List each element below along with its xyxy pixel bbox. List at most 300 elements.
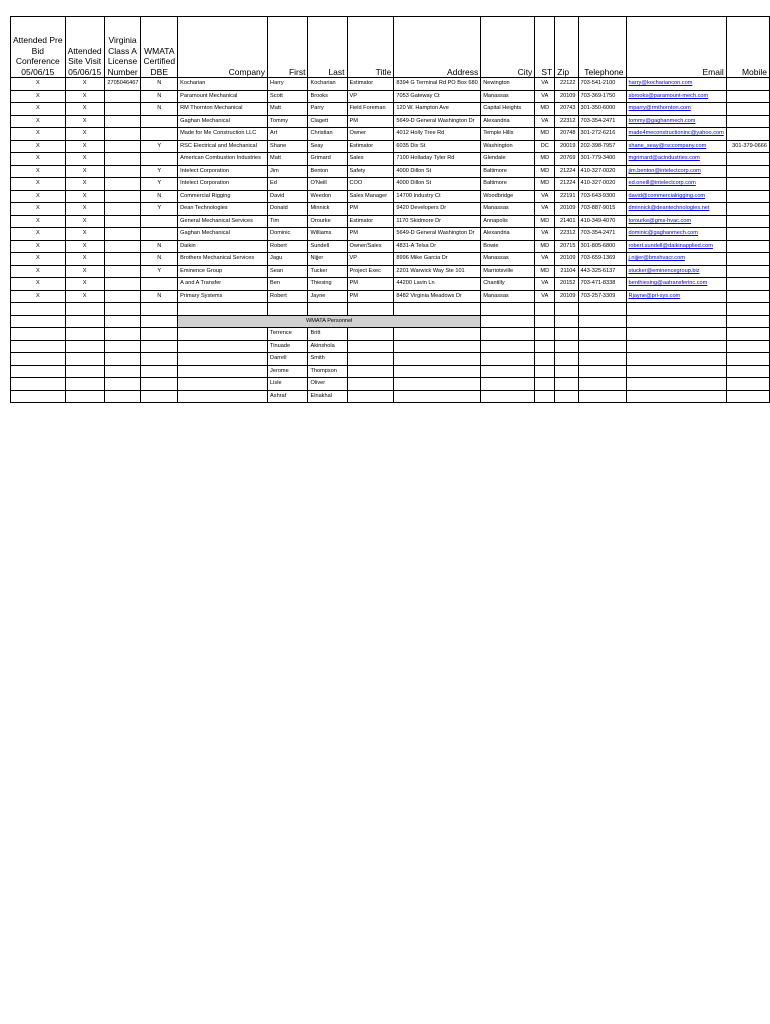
cell-st: VA [535,90,555,103]
empty-cell [726,303,769,316]
cell-title: Owner/Sales [347,240,394,253]
cell-site-visit: X [65,203,104,216]
cell-first: Art [268,128,308,141]
cell-first: Ben [268,278,308,291]
cell-personnel-first: Lisle [268,378,308,391]
cell-title: PM [347,115,394,128]
cell-mobile: 301-379-0666 [726,140,769,153]
header-title: Title [347,17,394,78]
cell-prebid: X [11,178,66,191]
cell-license [104,253,141,266]
cell-dbe: Y [141,140,178,153]
empty-cell [535,328,555,341]
cell-first: Dominic [268,228,308,241]
cell-prebid: X [11,115,66,128]
cell-prebid: X [11,78,66,91]
cell-site-visit: X [65,103,104,116]
cell-dbe: Y [141,203,178,216]
cell-site-visit: X [65,140,104,153]
cell-prebid: X [11,140,66,153]
cell-site-visit: X [65,215,104,228]
empty-cell [726,365,769,378]
cell-license [104,240,141,253]
empty-cell [11,353,66,366]
cell-prebid: X [11,278,66,291]
section-label-wmata-personnel: WMATA Personnel [178,315,481,328]
empty-cell [104,303,141,316]
cell-email[interactable]: made4meconstructioninc@yahoo.com [626,128,726,141]
cell-telephone: 301-350-6000 [578,103,626,116]
table-row [11,190,770,203]
empty-cell [555,353,578,366]
cell-first: Sean [268,265,308,278]
cell-email[interactable]: stucker@eminencegroup.biz [626,265,726,278]
cell-email[interactable]: mgrimard@acindustries.com [626,153,726,166]
cell-title: Sales Manager [347,190,394,203]
cell-company: A and A Transfer [178,278,268,291]
personnel-row [11,365,770,378]
cell-site-visit: X [65,165,104,178]
cell-prebid: X [11,253,66,266]
cell-company: Intelect Corporation [178,165,268,178]
cell-st: VA [535,115,555,128]
header-address: Address [394,17,481,78]
cell-first: Tim [268,215,308,228]
empty-cell [65,303,104,316]
empty-cell [481,365,535,378]
cell-site-visit: X [65,265,104,278]
cell-mobile [726,228,769,241]
empty-cell [578,353,626,366]
cell-dbe: N [141,240,178,253]
personnel-row [11,328,770,341]
cell-email[interactable]: dominic@gaghanmech.com [626,228,726,241]
cell-personnel-last: Oliver [308,378,347,391]
cell-email[interactable]: robert.sundell@daikinapplied.com [626,240,726,253]
table-row [11,115,770,128]
cell-company: Made for Me Construction LLC [178,128,268,141]
cell-last: Thiesing [308,278,347,291]
cell-title: Field Foreman [347,103,394,116]
cell-company: Primary Systems [178,290,268,303]
cell-site-visit: X [65,115,104,128]
cell-personnel-last: Akinshola [308,340,347,353]
empty-cell [394,340,481,353]
cell-address: 8996 Mike Garcia Dr [394,253,481,266]
cell-license [104,128,141,141]
empty-cell [394,378,481,391]
empty-cell [178,390,268,403]
empty-cell [104,340,141,353]
cell-title: Project Exec [347,265,394,278]
empty-cell [141,328,178,341]
cell-license [104,90,141,103]
cell-last: Nijjer [308,253,347,266]
cell-title: Estimator [347,140,394,153]
cell-dbe: N [141,103,178,116]
cell-telephone: 703-659-1369 [578,253,626,266]
cell-mobile [726,265,769,278]
cell-company: RSC Electrical and Mechanical [178,140,268,153]
cell-zip: 20109 [555,203,578,216]
empty-cell [555,328,578,341]
empty-cell [394,365,481,378]
cell-telephone: 703-643-9300 [578,190,626,203]
empty-cell [347,365,394,378]
cell-personnel-last: Britt [308,328,347,341]
cell-company: General Mechanical Services [178,215,268,228]
cell-mobile [726,115,769,128]
cell-company: Brothers Mechanical Services [178,253,268,266]
empty-cell [65,328,104,341]
personnel-row [11,390,770,403]
cell-prebid: X [11,153,66,166]
cell-mobile [726,90,769,103]
cell-mobile [726,240,769,253]
cell-address: 44200 Lavin Ln [394,278,481,291]
cell-telephone: 703-369-1750 [578,90,626,103]
cell-dbe [141,278,178,291]
cell-address: 6035 Dix St [394,140,481,153]
cell-zip: 20109 [555,90,578,103]
cell-st: VA [535,278,555,291]
cell-title: Owner [347,128,394,141]
cell-zip: 21224 [555,178,578,191]
empty-cell [535,390,555,403]
cell-site-visit: X [65,228,104,241]
header-dbe: WMATA Certified DBE [141,17,178,78]
cell-st: MD [535,178,555,191]
cell-prebid: X [11,290,66,303]
cell-city: Alexandria [481,228,535,241]
cell-prebid: X [11,265,66,278]
cell-license: 2705046467 [104,78,141,91]
empty-cell [104,353,141,366]
cell-address: 5649-D General Washington Dr [394,228,481,241]
cell-email[interactable]: j.nijjer@bmshvacr.com [626,253,726,266]
table-row [11,128,770,141]
cell-email[interactable]: benthiesing@aatransferinc.com [626,278,726,291]
header-city: City [481,17,535,78]
personnel-row [11,340,770,353]
cell-dbe: N [141,90,178,103]
cell-license [104,178,141,191]
cell-st: VA [535,203,555,216]
cell-city: Chantilly [481,278,535,291]
empty-cell [141,365,178,378]
cell-zip: 21104 [555,265,578,278]
cell-dbe: N [141,290,178,303]
cell-first: Harry [268,78,308,91]
cell-city: Marriotsville [481,265,535,278]
cell-license [104,140,141,153]
cell-email[interactable]: shane_seay@rsccompany.com [626,140,726,153]
cell-last: Clagett [308,115,347,128]
cell-company: Commercial Rigging [178,190,268,203]
cell-last: Minnick [308,203,347,216]
table-row [11,203,770,216]
cell-telephone: 202-398-7957 [578,140,626,153]
cell-last: Benton [308,165,347,178]
cell-address: 7100 Holladay Tyler Rd [394,153,481,166]
empty-cell [11,365,66,378]
cell-city: Glendale [481,153,535,166]
cell-dbe [141,115,178,128]
empty-cell [481,328,535,341]
cell-address: 2201 Warwick Way Ste 101 [394,265,481,278]
empty-cell [394,328,481,341]
empty-cell [104,390,141,403]
cell-city: Bowie [481,240,535,253]
cell-license [104,115,141,128]
cell-site-visit: X [65,128,104,141]
cell-company: Dean Technologies [178,203,268,216]
empty-cell [141,340,178,353]
cell-telephone: 703-354-2471 [578,228,626,241]
cell-site-visit: X [65,278,104,291]
table-row [11,278,770,291]
header-prebid: Attended Pre Bid Conference 05/06/15 [11,17,66,78]
empty-cell [481,378,535,391]
cell-personnel-first: Jerome [268,365,308,378]
cell-zip: 22122 [555,78,578,91]
empty-cell [65,315,104,328]
header-mobile: Mobile [726,17,769,78]
table-row [11,290,770,303]
table-row [11,78,770,91]
cell-telephone: 301-779-3400 [578,153,626,166]
cell-first: Jagu [268,253,308,266]
cell-email[interactable]: mparry@rmthornton.com [626,103,726,116]
cell-prebid: X [11,215,66,228]
header-site-visit: Attended Site Visit 05/06/15 [65,17,104,78]
empty-cell [626,328,726,341]
cell-title: PM [347,278,394,291]
cell-title: PM [347,228,394,241]
empty-cell [347,328,394,341]
empty-cell [626,315,726,328]
cell-email[interactable]: tommy@gaghanmech.com [626,115,726,128]
empty-cell [65,365,104,378]
cell-first: Robert [268,290,308,303]
cell-dbe: Y [141,178,178,191]
empty-cell [626,378,726,391]
cell-company: RM Thornton Mechanical [178,103,268,116]
empty-cell [178,303,268,316]
empty-cell [347,378,394,391]
empty-cell [535,303,555,316]
cell-telephone: 410-349-4070 [578,215,626,228]
cell-city: Annapolis [481,215,535,228]
empty-cell [11,303,66,316]
cell-email[interactable]: sbrooks@paramount-mech.com [626,90,726,103]
cell-prebid: X [11,203,66,216]
header-last: Last [308,17,347,78]
cell-address: 8394 G Terminal Rd PO Box 680 [394,78,481,91]
cell-city: Manassas [481,203,535,216]
cell-last: Weedon [308,190,347,203]
cell-st: VA [535,228,555,241]
cell-st: VA [535,190,555,203]
cell-site-visit: X [65,178,104,191]
table-row [11,178,770,191]
cell-address: 5649-D General Washington Dr [394,115,481,128]
cell-city: Newington [481,78,535,91]
cell-site-visit: X [65,78,104,91]
cell-email[interactable]: dminnick@deantechnologies.net [626,203,726,216]
cell-email[interactable]: torourke@gms-hvac.com [626,215,726,228]
cell-st: DC [535,140,555,153]
cell-title: COO [347,178,394,191]
cell-mobile [726,203,769,216]
empty-cell [535,365,555,378]
cell-mobile [726,178,769,191]
cell-address: 4831-A Telsa Dr [394,240,481,253]
header-first: First [268,17,308,78]
empty-cell [178,378,268,391]
cell-mobile [726,290,769,303]
empty-cell [394,353,481,366]
attendance-table [10,16,770,403]
cell-title: Estimator [347,215,394,228]
cell-title: Sales [347,153,394,166]
empty-cell [268,303,308,316]
header-company: Company [178,17,268,78]
empty-cell [104,378,141,391]
empty-cell [141,303,178,316]
cell-email[interactable]: ed.oneill@intelectcorp.com [626,178,726,191]
cell-last: Brooks [308,90,347,103]
table-row [11,153,770,166]
cell-city: Manassas [481,253,535,266]
cell-zip: 20748 [555,128,578,141]
cell-address: 4012 Holly Tree Rd [394,128,481,141]
cell-company: Paramount Mechanical [178,90,268,103]
cell-email[interactable]: Rjayne@pri-sys.com [626,290,726,303]
cell-email[interactable]: david@commercialrigging.com [626,190,726,203]
cell-license [104,215,141,228]
empty-cell [626,340,726,353]
cell-title: PM [347,203,394,216]
cell-prebid: X [11,103,66,116]
empty-cell [65,390,104,403]
empty-cell [555,303,578,316]
personnel-row [11,378,770,391]
empty-cell [347,353,394,366]
empty-cell [347,390,394,403]
cell-title: Safety [347,165,394,178]
cell-st: VA [535,290,555,303]
cell-address: 8482 Virginia Meadows Dr [394,290,481,303]
cell-st: MD [535,128,555,141]
table-row [11,90,770,103]
table-row [11,253,770,266]
empty-cell [104,315,141,328]
table-row [11,265,770,278]
cell-title: Estimator [347,78,394,91]
cell-site-visit: X [65,153,104,166]
header-license: Virginia Class A License Number [104,17,141,78]
empty-cell [11,378,66,391]
cell-dbe: N [141,253,178,266]
cell-last: Orourke [308,215,347,228]
empty-cell [555,365,578,378]
cell-last: Jayne [308,290,347,303]
cell-city: Baltimore [481,178,535,191]
empty-cell [578,365,626,378]
cell-company: Daikin [178,240,268,253]
empty-cell [578,390,626,403]
empty-cell [535,340,555,353]
cell-last: Parry [308,103,347,116]
empty-cell [141,315,178,328]
cell-site-visit: X [65,290,104,303]
empty-cell [347,340,394,353]
cell-telephone: 443-325-6137 [578,265,626,278]
cell-last: Grimard [308,153,347,166]
cell-st: MD [535,240,555,253]
cell-email[interactable]: harry@kochariancon.com [626,78,726,91]
empty-cell [726,315,769,328]
cell-mobile [726,253,769,266]
cell-license [104,165,141,178]
table-row [11,140,770,153]
cell-telephone: 703-471-8338 [578,278,626,291]
empty-cell [11,340,66,353]
cell-last: Williams [308,228,347,241]
cell-dbe [141,128,178,141]
cell-mobile [726,153,769,166]
cell-mobile [726,128,769,141]
cell-title: VP [347,253,394,266]
empty-cell [11,315,66,328]
header-telephone: Telephone [578,17,626,78]
cell-prebid: X [11,190,66,203]
cell-city: Washington [481,140,535,153]
empty-cell [578,378,626,391]
cell-telephone: 703-541-2100 [578,78,626,91]
cell-prebid: X [11,240,66,253]
cell-st: MD [535,265,555,278]
cell-first: Scott [268,90,308,103]
cell-personnel-last: Smith [308,353,347,366]
cell-zip: 20109 [555,290,578,303]
cell-personnel-first: Terrence [268,328,308,341]
cell-first: Tommy [268,115,308,128]
cell-last: O'Neill [308,178,347,191]
cell-license [104,228,141,241]
cell-company: Kocharian [178,78,268,91]
empty-cell [555,378,578,391]
cell-email[interactable]: jim.benton@intelectcorp.com [626,165,726,178]
cell-city: Alexandria [481,115,535,128]
cell-first: Donald [268,203,308,216]
cell-zip: 20715 [555,240,578,253]
cell-telephone: 410-327-0020 [578,178,626,191]
cell-telephone: 301-805-6800 [578,240,626,253]
empty-cell [481,340,535,353]
cell-city: Manassas [481,290,535,303]
cell-site-visit: X [65,253,104,266]
empty-cell [626,303,726,316]
cell-address: 1170 Skidmore Dr [394,215,481,228]
cell-mobile [726,103,769,116]
cell-personnel-first: Tinuade [268,340,308,353]
cell-zip: 21401 [555,215,578,228]
cell-license [104,190,141,203]
empty-cell [555,340,578,353]
table-row [11,228,770,241]
